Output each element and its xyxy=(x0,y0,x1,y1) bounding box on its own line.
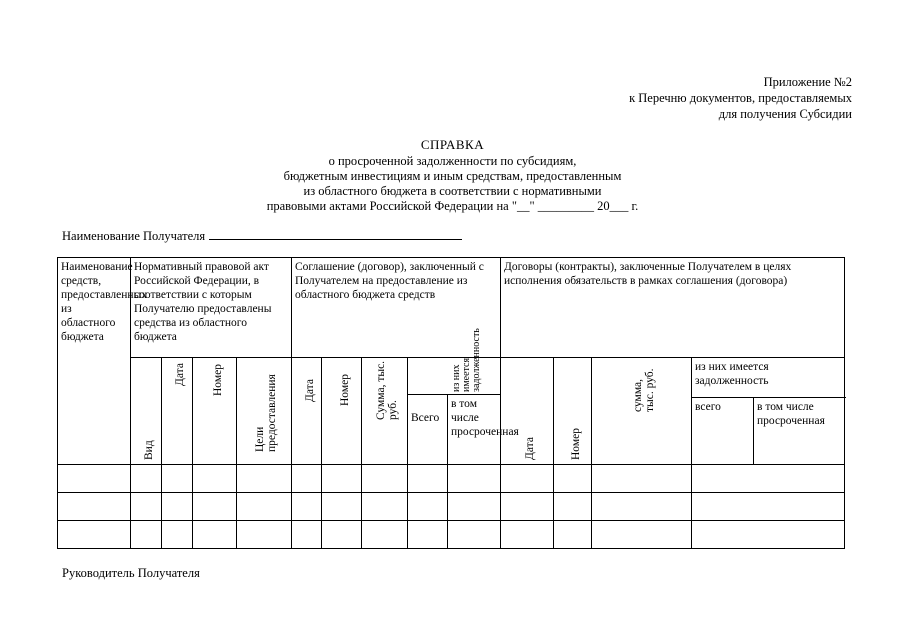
table-cell[interactable] xyxy=(322,521,362,549)
table-cell[interactable] xyxy=(692,493,845,521)
col-agreement-date: Дата xyxy=(292,357,322,464)
table-cell[interactable] xyxy=(162,465,193,493)
table-row xyxy=(58,521,845,549)
appendix-reference: к Перечню документов, предоставляемых xyxy=(629,91,852,105)
table-cell[interactable] xyxy=(501,465,554,493)
table-cell[interactable] xyxy=(554,465,592,493)
debt-table xyxy=(57,257,845,549)
table-cell[interactable] xyxy=(322,465,362,493)
col-purpose: Цели предоставления xyxy=(237,357,292,464)
table-cell[interactable] xyxy=(58,521,131,549)
table-cell[interactable] xyxy=(131,521,162,549)
table-cell[interactable] xyxy=(592,493,692,521)
table-cell[interactable] xyxy=(162,521,193,549)
table-cell[interactable] xyxy=(193,521,237,549)
header-row-1 xyxy=(58,258,845,358)
table-cell[interactable] xyxy=(554,521,592,549)
header-contracts: Договоры (контракты), заключенные Получателем в целях исполнения обязательств в рамках соглашения (договора) xyxy=(501,258,845,358)
table-cell[interactable] xyxy=(408,521,448,549)
table-cell[interactable] xyxy=(592,465,692,493)
recipient-label: Наименование Получателя xyxy=(62,229,206,243)
recipient-blank-line xyxy=(209,228,462,240)
table-cell[interactable] xyxy=(448,493,501,521)
header-agreement: Соглашение (договор), заключенный с Получателем на предоставление из областного бюджета средств xyxy=(292,258,501,358)
table-cell[interactable] xyxy=(131,465,162,493)
col-contract-sum: сумма, тыс. руб. xyxy=(592,357,692,464)
appendix-purpose: для получения Субсидии xyxy=(718,107,852,121)
col-agreement-number: Номер xyxy=(322,357,362,464)
table-cell[interactable] xyxy=(362,465,408,493)
header-row-2 xyxy=(58,357,845,394)
table-cell[interactable] xyxy=(592,521,692,549)
col-overdue: в том числе просроченная xyxy=(448,394,501,464)
header-funds: Наименование средств, предоставленных из областного бюджета xyxy=(58,258,131,465)
recipient-field xyxy=(62,228,462,244)
table-cell[interactable] xyxy=(692,521,845,549)
table-cell[interactable] xyxy=(237,521,292,549)
col-contract-date: Дата xyxy=(501,357,554,464)
head-of-recipient-label: Руководитель Получателя xyxy=(62,566,200,580)
table-cell[interactable] xyxy=(292,465,322,493)
col-agreement-sum: Сумма, тыс. руб. xyxy=(362,357,408,464)
table-cell[interactable] xyxy=(193,493,237,521)
col-contract-of-which: из них имеется задолженность xyxy=(692,357,845,397)
table-cell[interactable] xyxy=(193,465,237,493)
title-line-4: правовыми актами Российской Федерации на "__" _________ 20___ г. xyxy=(266,199,639,213)
appendix-number: Приложение №2 xyxy=(763,75,852,89)
table-cell[interactable] xyxy=(501,493,554,521)
table-cell[interactable] xyxy=(554,493,592,521)
table-cell[interactable] xyxy=(448,521,501,549)
table-cell[interactable] xyxy=(501,521,554,549)
title-line-3: из областного бюджета в соответствии с нормативными xyxy=(303,184,602,198)
document-title xyxy=(0,137,905,214)
title-line-2: бюджетным инвестициям и иным средствам, предоставленным xyxy=(283,169,622,183)
table-cell[interactable] xyxy=(692,465,845,493)
table-row xyxy=(58,493,845,521)
title-main: СПРАВКА xyxy=(420,137,485,152)
col-contract-overdue: в том числе просроченная xyxy=(754,398,845,465)
table-cell[interactable] xyxy=(237,493,292,521)
col-total: Всего xyxy=(408,394,448,464)
table-cell[interactable] xyxy=(408,465,448,493)
table-cell[interactable] xyxy=(292,521,322,549)
table-row xyxy=(58,465,845,493)
col-contract-total: всего xyxy=(692,398,754,465)
col-contract-number: Номер xyxy=(554,357,592,464)
table-cell[interactable] xyxy=(408,493,448,521)
header-legal-act: Нормативный правовой акт Российской Федерации, в соответствии с которым Получателю предоставлены средства из областного бюджета xyxy=(131,258,292,358)
col-date: Дата xyxy=(162,357,193,464)
table-cell[interactable] xyxy=(131,493,162,521)
title-line-1: о просроченной задолженности по субсидиям, xyxy=(328,154,577,168)
table-cell[interactable] xyxy=(237,465,292,493)
table-cell[interactable] xyxy=(448,465,501,493)
table-cell[interactable] xyxy=(322,493,362,521)
table-cell[interactable] xyxy=(58,493,131,521)
table-cell[interactable] xyxy=(162,493,193,521)
table-cell[interactable] xyxy=(362,493,408,521)
col-of-which: из них имеется задолженность xyxy=(408,357,501,394)
table-cell[interactable] xyxy=(292,493,322,521)
table-cell[interactable] xyxy=(58,465,131,493)
appendix-header xyxy=(629,74,852,122)
table-cell[interactable] xyxy=(362,521,408,549)
col-kind: Вид xyxy=(131,357,162,464)
col-number: Номер xyxy=(193,357,237,464)
